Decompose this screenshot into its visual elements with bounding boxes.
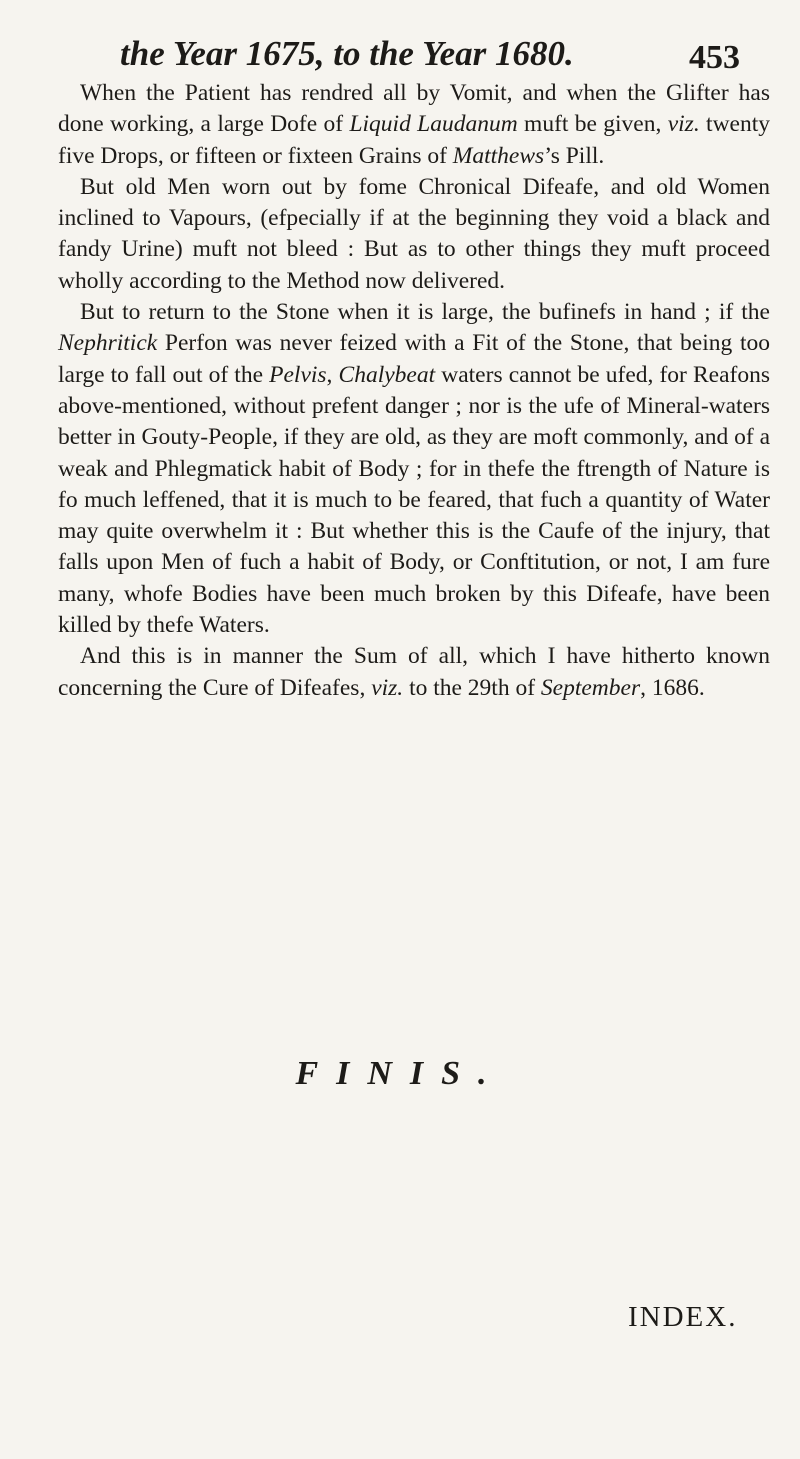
paragraph [58,297,770,641]
text-run: Perfon was never feized with a Fit of the Stone, that being too large to fall out of the [58,330,770,388]
italic-run: Nephritick [58,330,158,357]
text-run: , [326,361,339,388]
text-run: But old Men worn out by fome Chronical Difeafe, and old Women inclined to Vapours, (efpecially if at the beginning they void a black and fandy Urine) muft not bleed : But as to other things they muft proceed wholly according to the Method now delivered. [58,173,770,294]
italic-run: Matthews [452,142,545,169]
italic-run: Liquid Laudanum [349,111,518,138]
paragraph [58,78,770,172]
page-number: 453 [689,39,740,76]
italic-run: Chalybeat [338,361,436,388]
text-run: , 1686. [640,674,705,701]
text-run: waters cannot be ufed, for Reafons above-mentioned, without prefent danger ; nor is the ufe of Mineral-waters better in Gouty-People, if they are old, as they are moft commonly, and of a weak and Phlegmatick habit of Body ; for in thefe the ftrength of Nature is fo much leffened, that it is much to be feared, that fuch a quantity of Water may quite overwhelm it : But whether this is the Caufe of the injury, that falls upon Men of fuch a habit of Body, or Conftitution, or not, I am fure many, whofe Bodies have been much broken by this Difeafe, have been killed by thefe Waters. [58,361,771,639]
finis-heading: FINIS. [295,1055,505,1092]
text-run: to the 29th of [403,674,541,701]
text-run: And this is in manner the Sum of all, which I have hitherto known concerning the Cure of Difeafes, [58,643,770,701]
text-run: When the Patient has rendred all by Vomit, and when the Glifter has done working, a large Dofe of [58,80,770,138]
italic-run: Pelvis [269,361,327,388]
text-run: twenty five Drops, or fifteen or fixteen Grains of [58,111,771,169]
text-run: muft be given, [517,111,668,138]
paragraph [58,172,770,297]
italic-run: September [540,674,641,701]
text-run: ’s Pill. [544,142,605,169]
paragraph [58,641,770,704]
italic-run: viz. [667,111,700,138]
running-title: the Year 1675, to the Year 1680. [120,34,574,73]
text-run: But to return to the Stone when it is large, the bufinefs in hand ; if the [80,299,770,326]
running-header [120,32,750,76]
body-text [58,78,770,704]
italic-run: viz. [371,674,404,701]
catchword: INDEX. [628,1301,738,1333]
